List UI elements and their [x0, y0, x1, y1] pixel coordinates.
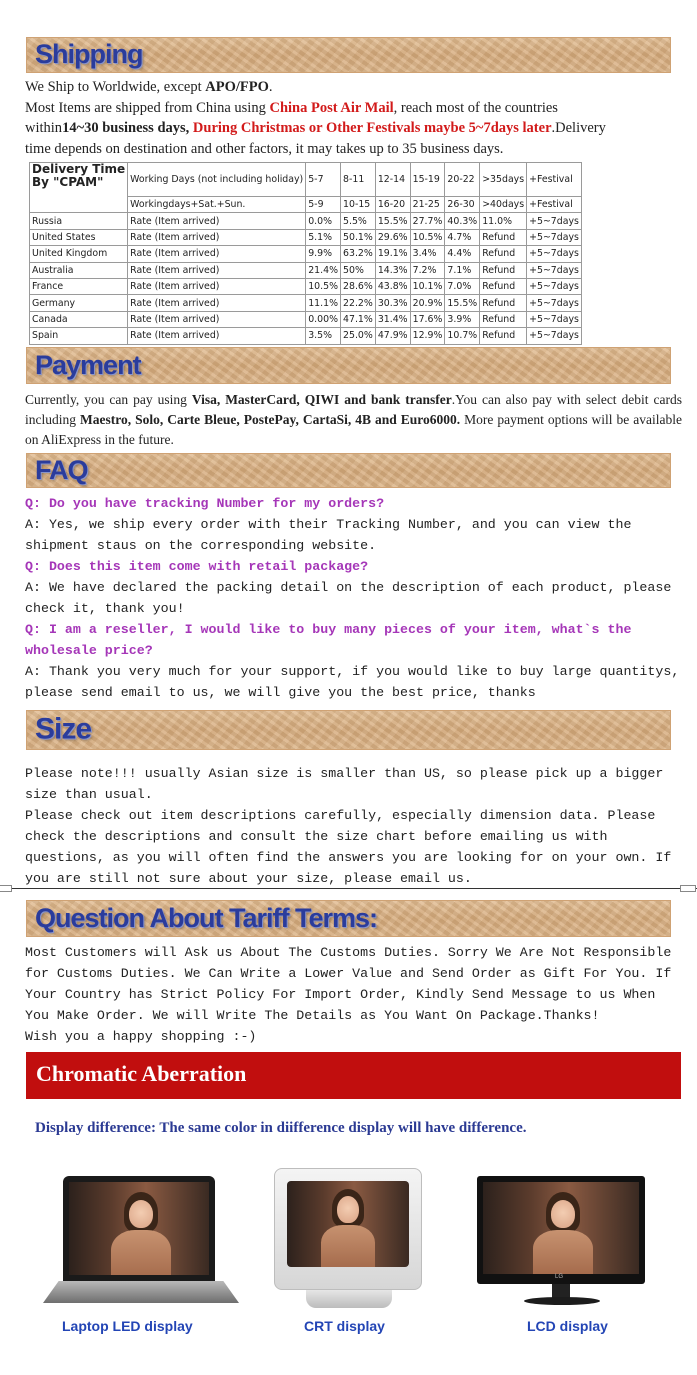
- table-row: [30, 278, 582, 294]
- table-cell: 3.5%: [306, 328, 341, 344]
- table-cell: 15.5%: [445, 295, 480, 311]
- divider-handle-left: [0, 885, 12, 892]
- payment-banner-title: Payment: [35, 349, 141, 380]
- payment-text: Currently, you can pay using Visa, MasterCard, QIWI and bank transfer.You can also pay with select debit cards including Maestro, Solo, Carte Bleue, PostePay, CartaSi, 4B and Euro6000. More payment options will be available on AliExpress in the future.: [25, 392, 682, 447]
- faq-question-3: Q: I am a reseller, I would like to buy many pieces of your item, what`s the wholesale price?: [25, 622, 632, 658]
- faq-answer-1: A: Yes, we ship every order with their Tracking Number, and you can view the shipment staus on the corresponding website.: [25, 517, 632, 553]
- section-divider: [0, 888, 697, 889]
- table-cell: +5~7days: [527, 278, 582, 294]
- table-country-cell: United Kingdom: [30, 246, 128, 262]
- table-row: [30, 213, 582, 229]
- table-country-cell: United States: [30, 229, 128, 245]
- lcd-stand-neck: [552, 1284, 570, 1298]
- table-subheader-cell: 21-25: [410, 197, 445, 213]
- table-cell: +5~7days: [527, 213, 582, 229]
- table-row: [30, 328, 582, 344]
- faq-banner: [26, 453, 671, 488]
- table-cell: Refund: [480, 295, 527, 311]
- table-cell: 0.00%: [306, 311, 341, 327]
- size-text: [25, 763, 680, 889]
- table-cell: 12.9%: [410, 328, 445, 344]
- table-cell: 30.3%: [375, 295, 410, 311]
- table-cell: +5~7days: [527, 229, 582, 245]
- table-country-cell: Australia: [30, 262, 128, 278]
- table-cell: 50%: [341, 262, 376, 278]
- table-subheader-cell: +Festival: [527, 197, 582, 213]
- table-cell: Rate (Item arrived): [128, 328, 306, 344]
- table-country-cell: Spain: [30, 328, 128, 344]
- table-country-cell: France: [30, 278, 128, 294]
- crt-body: [274, 1168, 422, 1290]
- table-country-cell: Germany: [30, 295, 128, 311]
- shipping-line-3: within14~30 business days, During Christmas or Other Festivals maybe 5~7days later.Delivery: [25, 120, 606, 136]
- table-subheader-cell: 5-9: [306, 197, 341, 213]
- crt-screen: [287, 1181, 409, 1267]
- laptop-lid: [63, 1176, 215, 1281]
- table-cell: 4.7%: [445, 229, 480, 245]
- crt-stand: [306, 1290, 392, 1308]
- table-title-line-1: Delivery Time: [32, 162, 126, 176]
- table-cell: 50.1%: [341, 229, 376, 245]
- shipping-line-2: Most Items are shipped from China using China Post Air Mail, reach most of the countries: [25, 99, 558, 116]
- shipping-banner-title: Shipping: [35, 38, 143, 69]
- table-cell: +5~7days: [527, 262, 582, 278]
- table-cell: Rate (Item arrived): [128, 262, 306, 278]
- table-cell: Refund: [480, 311, 527, 327]
- table-cell: 10.1%: [410, 278, 445, 294]
- table-cell: 5.1%: [306, 229, 341, 245]
- table-cell: Rate (Item arrived): [128, 229, 306, 245]
- lcd-screen: [483, 1182, 639, 1274]
- size-instructions: Please check out item descriptions carefully, especially dimension data. Please check the descriptions and consult the size chart before emailing us with questions, as you will often find the answers you are looking for on your own. If you are still not sure about your size, please email us.: [25, 808, 672, 886]
- table-cell: 43.8%: [375, 278, 410, 294]
- chromatic-banner: [26, 1052, 681, 1099]
- size-banner: [26, 710, 671, 750]
- table-header-cell: 12-14: [375, 163, 410, 197]
- tariff-closing: Wish you a happy shopping :-): [25, 1029, 257, 1044]
- table-cell: 25.0%: [341, 328, 376, 344]
- table-cell: 28.6%: [341, 278, 376, 294]
- caption-crt: CRT display: [304, 1318, 385, 1334]
- table-cell: 20.9%: [410, 295, 445, 311]
- table-cell: +5~7days: [527, 295, 582, 311]
- shipping-banner: [26, 37, 671, 73]
- tariff-paragraph: Most Customers will Ask us About The Customs Duties. Sorry We Are Not Responsible for Customs Duties. We Can Write a Lower Value and Send Order as Gift For You. If Your Country has Strict Policy For Import Order, Kindly Send Message to us When You Make Order. We will Write The Details as You Want On Package.Thanks!: [25, 945, 672, 1023]
- laptop-screen: [69, 1182, 209, 1275]
- table-cell: 19.1%: [375, 246, 410, 262]
- table-cell: Refund: [480, 229, 527, 245]
- shipping-line-1: We Ship to Worldwide, except APO/FPO.: [25, 79, 273, 95]
- table-cell: +5~7days: [527, 311, 582, 327]
- table-cell: 15.5%: [375, 213, 410, 229]
- lcd-bezel: [477, 1176, 645, 1284]
- table-subheader-cell: 16-20: [375, 197, 410, 213]
- table-subheader-cell: >40days: [480, 197, 527, 213]
- table-header-row: [30, 163, 582, 197]
- table-header-cell: Working Days (not including holiday): [128, 163, 306, 197]
- table-cell: 3.9%: [445, 311, 480, 327]
- table-cell: 5.5%: [341, 213, 376, 229]
- table-cell: 40.3%: [445, 213, 480, 229]
- table-row: [30, 229, 582, 245]
- table-cell: 27.7%: [410, 213, 445, 229]
- table-subheader-cell: 10-15: [341, 197, 376, 213]
- table-header-cell: 20-22: [445, 163, 480, 197]
- table-row: [30, 295, 582, 311]
- table-title: [30, 163, 128, 213]
- faq-list: [25, 493, 680, 703]
- divider-handle-right: [680, 885, 696, 892]
- table-cell: 22.2%: [341, 295, 376, 311]
- lcd-stand-base: [524, 1297, 600, 1305]
- display-difference-note: Display difference: The same color in diifference display will have difference.: [35, 1120, 527, 1136]
- table-country-cell: Canada: [30, 311, 128, 327]
- table-cell: 11.0%: [480, 213, 527, 229]
- table-header-cell: +Festival: [527, 163, 582, 197]
- table-cell: 21.4%: [306, 262, 341, 278]
- table-header-cell: 15-19: [410, 163, 445, 197]
- table-cell: 3.4%: [410, 246, 445, 262]
- tariff-text: [25, 942, 680, 1047]
- table-cell: 29.6%: [375, 229, 410, 245]
- table-cell: 10.5%: [306, 278, 341, 294]
- laptop-base: [43, 1281, 239, 1303]
- shipping-text: [25, 77, 685, 159]
- tariff-banner: [26, 900, 671, 937]
- table-cell: Rate (Item arrived): [128, 246, 306, 262]
- table-cell: 63.2%: [341, 246, 376, 262]
- size-banner-title: Size: [35, 712, 92, 746]
- table-subheader-cell: Workingdays+Sat.+Sun.: [128, 197, 306, 213]
- table-cell: 9.9%: [306, 246, 341, 262]
- table-subheader-cell: 26-30: [445, 197, 480, 213]
- table-cell: Rate (Item arrived): [128, 278, 306, 294]
- table-header-cell: >35days: [480, 163, 527, 197]
- chromatic-title: Chromatic Aberration: [36, 1061, 247, 1086]
- table-row: [30, 311, 582, 327]
- caption-laptop: Laptop LED display: [62, 1318, 193, 1334]
- table-cell: 10.5%: [410, 229, 445, 245]
- table-cell: +5~7days: [527, 328, 582, 344]
- faq-banner-title: FAQ: [35, 454, 88, 485]
- table-header-cell: 5-7: [306, 163, 341, 197]
- payment-banner: [26, 347, 671, 384]
- table-cell: Refund: [480, 278, 527, 294]
- crt-display-image: [271, 1168, 426, 1310]
- lcd-brand-logo: LG: [555, 1274, 564, 1280]
- caption-lcd: LCD display: [527, 1318, 608, 1334]
- table-row: [30, 262, 582, 278]
- table-cell: Rate (Item arrived): [128, 311, 306, 327]
- table-cell: 7.2%: [410, 262, 445, 278]
- table-cell: Refund: [480, 246, 527, 262]
- faq-answer-3: A: Thank you very much for your support, if you would like to buy large quantitys, please send email to us, we will give you the best price, thanks: [25, 664, 680, 700]
- table-cell: Rate (Item arrived): [128, 295, 306, 311]
- laptop-display-image: [43, 1176, 243, 1311]
- table-cell: 10.7%: [445, 328, 480, 344]
- table-cell: Rate (Item arrived): [128, 213, 306, 229]
- table-cell: Refund: [480, 262, 527, 278]
- table-header-cell: 8-11: [341, 163, 376, 197]
- table-cell: 7.1%: [445, 262, 480, 278]
- table-cell: +5~7days: [527, 246, 582, 262]
- faq-question-1: Q: Do you have tracking Number for my orders?: [25, 496, 385, 511]
- table-cell: 11.1%: [306, 295, 341, 311]
- size-note: Please note!!! usually Asian size is smaller than US, so please pick up a bigger size than usual.: [25, 766, 664, 802]
- table-cell: Refund: [480, 328, 527, 344]
- table-country-cell: Russia: [30, 213, 128, 229]
- table-cell: 7.0%: [445, 278, 480, 294]
- table-cell: 0.0%: [306, 213, 341, 229]
- table-cell: 14.3%: [375, 262, 410, 278]
- table-cell: 31.4%: [375, 311, 410, 327]
- table-cell: 17.6%: [410, 311, 445, 327]
- table-row: [30, 246, 582, 262]
- lcd-display-image: [472, 1176, 652, 1311]
- table-cell: 47.9%: [375, 328, 410, 344]
- table-cell: 47.1%: [341, 311, 376, 327]
- table-title-line-2: By "CPAM": [32, 175, 104, 189]
- delivery-time-table: [29, 162, 582, 345]
- shipping-line-4: time depends on destination and other factors, it may takes up to 35 business days.: [25, 140, 504, 157]
- faq-answer-2: A: We have declared the packing detail on the description of each product, please check it, thank you!: [25, 580, 672, 616]
- tariff-banner-title: Question About Tariff Terms:: [35, 902, 377, 933]
- faq-question-2: Q: Does this item come with retail package?: [25, 559, 369, 574]
- table-cell: 4.4%: [445, 246, 480, 262]
